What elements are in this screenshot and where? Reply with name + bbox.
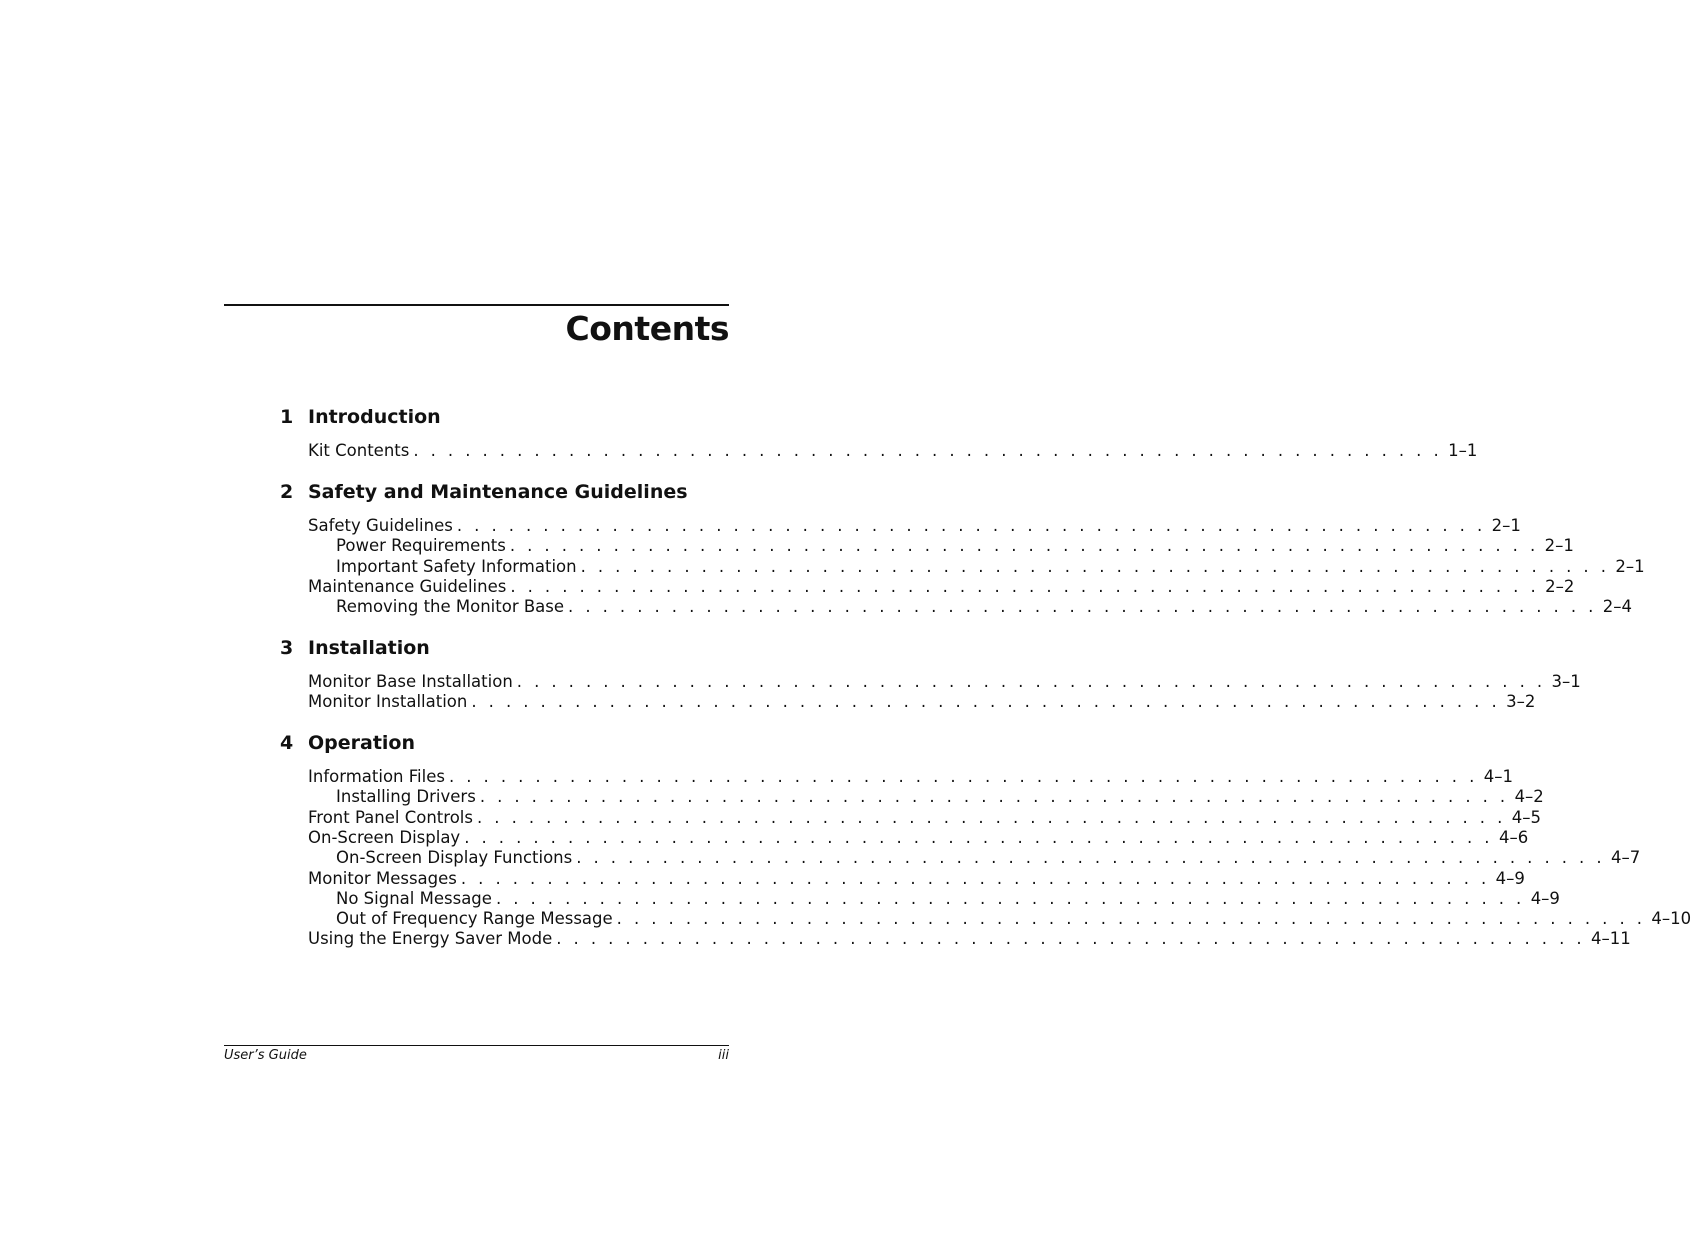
toc-entry[interactable] (308, 827, 1529, 848)
chapter-title: Safety and Maintenance Guidelines (308, 481, 688, 503)
toc-entry-label: No Signal Message (336, 888, 492, 908)
toc-entry-label: On-Screen Display (308, 827, 461, 847)
toc-entry-page: 4–9 (1495, 868, 1525, 888)
toc-entry-page: 4–6 (1498, 827, 1529, 847)
toc-entry-label: Out of Frequency Range Message (336, 909, 613, 929)
toc-entry-page: 2–4 (1602, 597, 1633, 617)
toc-entry-label: Information Files (308, 767, 445, 786)
toc-entry-label: Safety Guidelines (308, 516, 453, 535)
toc-entry[interactable] (308, 767, 1513, 787)
bottom-rule (224, 1045, 729, 1046)
toc-entry-label: Important Safety Information (336, 556, 577, 576)
chapter-number: 2 (280, 481, 294, 503)
toc-entry-label: Power Requirements (336, 536, 506, 556)
toc-entry-page: 2–1 (1615, 556, 1645, 576)
toc-entry[interactable] (308, 692, 1536, 712)
top-rule (224, 304, 729, 306)
toc-entry[interactable] (308, 929, 1631, 949)
footer-page-number: iii (718, 1048, 729, 1063)
chapter-heading[interactable] (280, 405, 441, 429)
chapter-heading[interactable] (280, 480, 688, 504)
dot-leader: . . . . . . . . . . . . . . . . . . . . . . . . . . . . . . . . . . . . . . . . . . . . . . . . . . . . . . . . . . . . (509, 536, 1539, 556)
toc-entry[interactable] (336, 888, 1560, 909)
toc-entry-label: Removing the Monitor Base (336, 597, 565, 617)
dot-leader: . . . . . . . . . . . . . . . . . . . . . . . . . . . . . . . . . . . . . . . . . . . . . . . . . . . . . . . . . . . . (448, 767, 1478, 786)
toc-entry-page: 2–1 (1544, 536, 1574, 556)
dot-leader: . . . . . . . . . . . . . . . . . . . . . . . . . . . . . . . . . . . . . . . . . . . . . . . . . . . . . . . . . . . . (580, 556, 1610, 576)
toc-entry-page: 4–10 (1651, 909, 1691, 929)
toc-entry-page: 4–2 (1514, 787, 1544, 807)
toc-entry[interactable] (336, 536, 1574, 556)
toc-entry-label: Monitor Installation (308, 692, 468, 712)
chapter-title: Installation (308, 637, 430, 659)
dot-leader: . . . . . . . . . . . . . . . . . . . . . . . . . . . . . . . . . . . . . . . . . . . . . . . . . . . . . . . . . . . . (456, 516, 1486, 535)
page-title: Contents (565, 309, 729, 348)
dot-leader: . . . . . . . . . . . . . . . . . . . . . . . . . . . . . . . . . . . . . . . . . . . . . . . . . . . . . . . . . . . . (516, 672, 1546, 691)
dot-leader: . . . . . . . . . . . . . . . . . . . . . . . . . . . . . . . . . . . . . . . . . . . . . . . . . . . . . . . . . . . . (616, 909, 1646, 929)
toc-entry-page: 3–1 (1551, 672, 1581, 691)
toc-entry[interactable] (336, 556, 1645, 577)
toc-entry-label: Monitor Base Installation (308, 672, 513, 691)
dot-leader: . . . . . . . . . . . . . . . . . . . . . . . . . . . . . . . . . . . . . . . . . . . . . . . . . . . . . . . . . . . . (464, 827, 1493, 847)
dot-leader: . . . . . . . . . . . . . . . . . . . . . . . . . . . . . . . . . . . . . . . . . . . . . . . . . . . . . . . . . . . . (476, 807, 1506, 827)
toc-entry-label: Maintenance Guidelines (308, 576, 507, 596)
toc-entry-label: On-Screen Display Functions (336, 848, 573, 868)
chapter-title: Operation (308, 732, 416, 754)
dot-leader: . . . . . . . . . . . . . . . . . . . . . . . . . . . . . . . . . . . . . . . . . . . . . . . . . . . . . . . . . . . . (568, 597, 1597, 617)
footer-document-name: User’s Guide (224, 1048, 307, 1063)
toc-entry-label: Front Panel Controls (308, 807, 473, 827)
dot-leader: . . . . . . . . . . . . . . . . . . . . . . . . . . . . . . . . . . . . . . . . . . . . . . . . . . . . . . . . . . . . (479, 787, 1509, 807)
toc-entry[interactable] (336, 848, 1641, 868)
dot-leader: . . . . . . . . . . . . . . . . . . . . . . . . . . . . . . . . . . . . . . . . . . . . . . . . . . . . . . . . . . . . (556, 929, 1586, 949)
toc-entry[interactable] (308, 441, 1478, 461)
chapter-number: 3 (280, 637, 294, 659)
toc-entry-page: 2–1 (1491, 516, 1521, 535)
toc-entry-page: 2–2 (1545, 576, 1575, 596)
toc-entry-page: 4–1 (1483, 767, 1513, 786)
toc-entry-label: Installing Drivers (336, 787, 476, 807)
toc-entry-page: 4–9 (1530, 888, 1560, 908)
toc-entry-page: 4–5 (1511, 807, 1541, 827)
toc-entry-label: Kit Contents (308, 441, 410, 460)
toc-entry[interactable] (308, 672, 1581, 692)
chapter-title: Introduction (308, 406, 441, 428)
dot-leader: . . . . . . . . . . . . . . . . . . . . . . . . . . . . . . . . . . . . . . . . . . . . . . . . . . . . . . . . . . . . (576, 848, 1605, 868)
dot-leader: . . . . . . . . . . . . . . . . . . . . . . . . . . . . . . . . . . . . . . . . . . . . . . . . . . . . . . . . . . . . (460, 868, 1490, 888)
toc-entry-page: 4–11 (1591, 929, 1631, 949)
toc-entry-page: 1–1 (1448, 441, 1478, 460)
toc-entry[interactable] (308, 807, 1541, 828)
dot-leader: . . . . . . . . . . . . . . . . . . . . . . . . . . . . . . . . . . . . . . . . . . . . . . . . . . . . . . . . . . . . (495, 888, 1525, 908)
toc-entry[interactable] (336, 597, 1633, 617)
chapter-heading[interactable] (280, 636, 430, 660)
toc-entry-page: 4–7 (1610, 848, 1641, 868)
toc-entry-page: 3–2 (1506, 692, 1536, 712)
toc-entry[interactable] (308, 868, 1525, 889)
toc-entry[interactable] (308, 576, 1575, 597)
toc-entry[interactable] (308, 516, 1521, 536)
dot-leader: . . . . . . . . . . . . . . . . . . . . . . . . . . . . . . . . . . . . . . . . . . . . . . . . . . . . . . . . . . . . (471, 692, 1501, 712)
toc-entry-label: Monitor Messages (308, 868, 457, 888)
toc-entry[interactable] (336, 787, 1544, 807)
chapter-heading[interactable] (280, 731, 415, 755)
dot-leader: . . . . . . . . . . . . . . . . . . . . . . . . . . . . . . . . . . . . . . . . . . . . . . . . . . . . . . . . . . . . (413, 441, 1443, 460)
chapter-number: 4 (280, 732, 294, 754)
toc-entry[interactable] (336, 909, 1691, 929)
chapter-number: 1 (280, 406, 294, 428)
toc-entry-label: Using the Energy Saver Mode (308, 929, 553, 949)
dot-leader: . . . . . . . . . . . . . . . . . . . . . . . . . . . . . . . . . . . . . . . . . . . . . . . . . . . . . . . . . . . . (510, 576, 1540, 596)
